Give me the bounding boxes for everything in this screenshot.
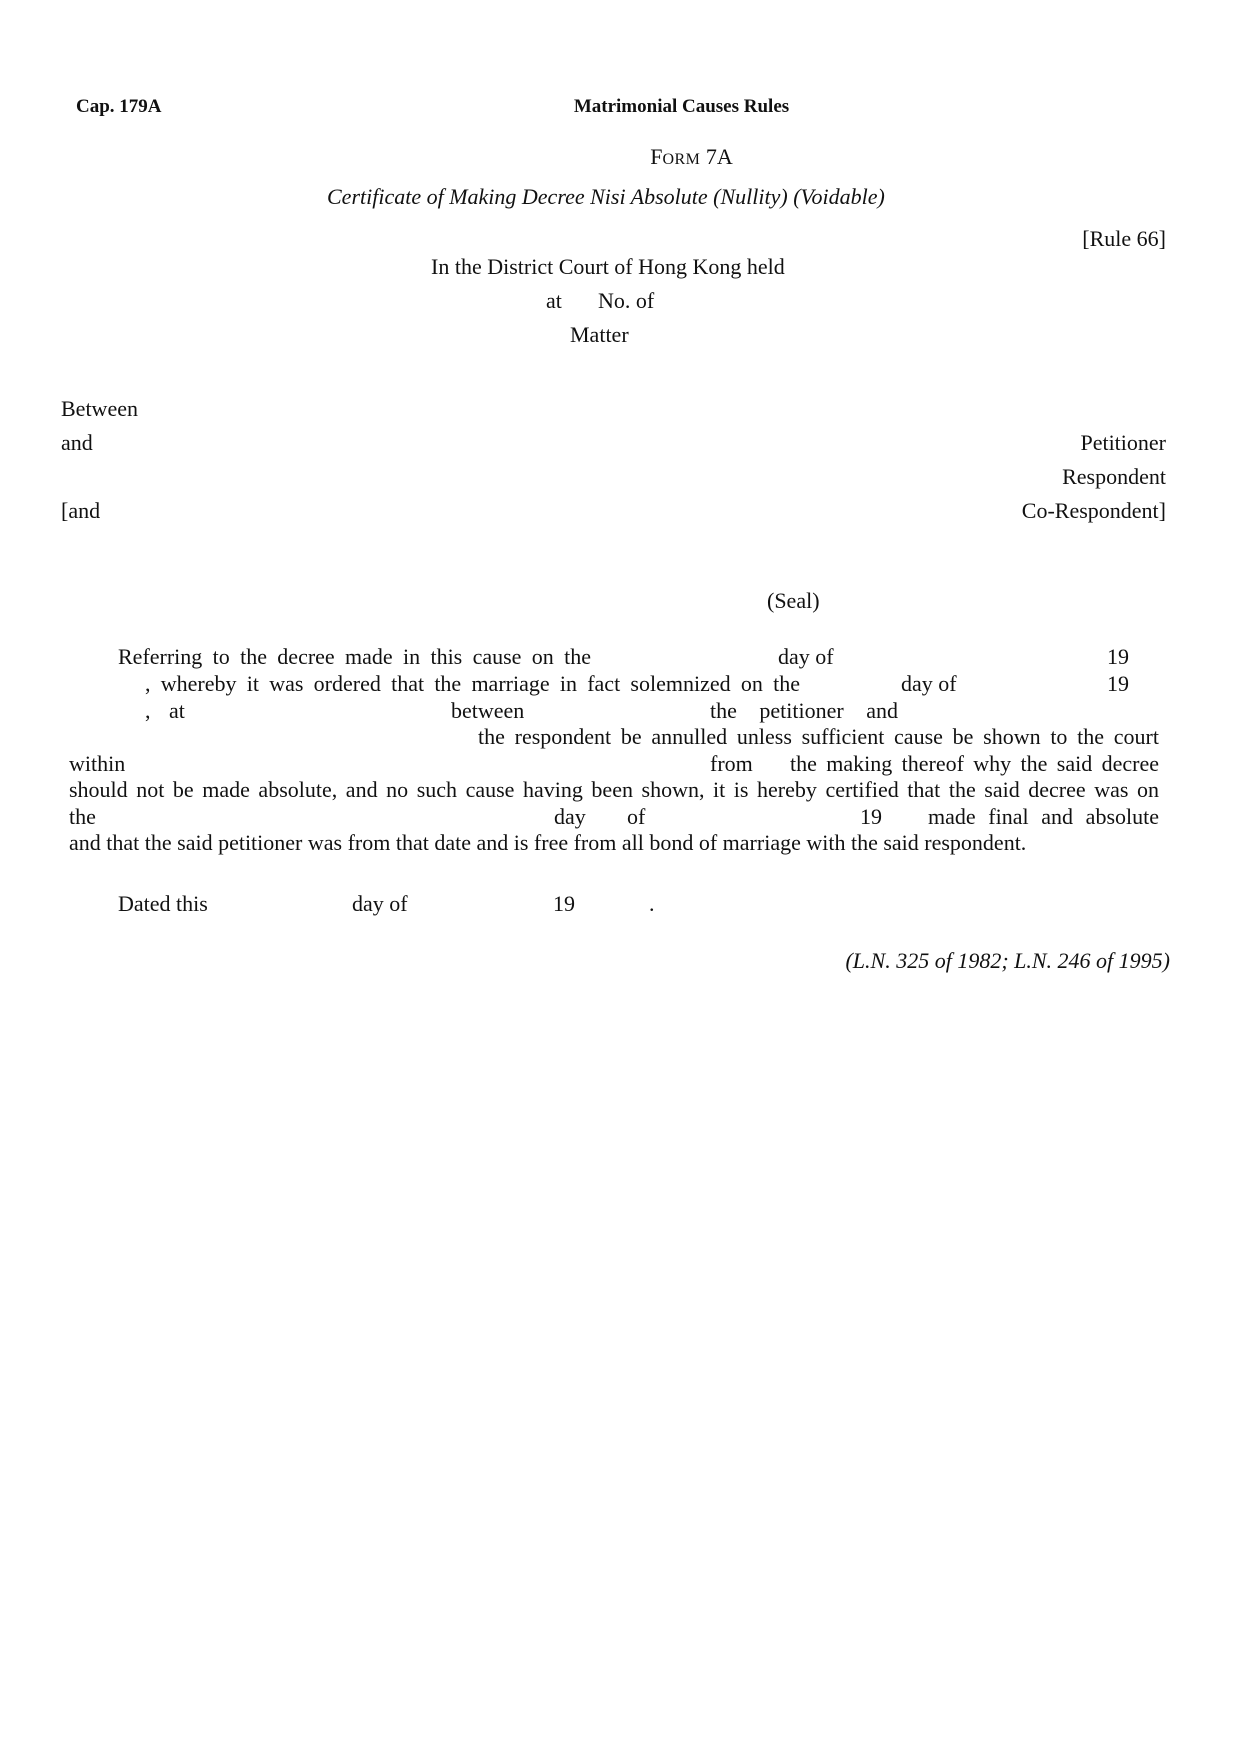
chapter-number: Cap. 179A [76,96,162,117]
co-respondent-label: Co-Respondent] [1021,498,1166,523]
body-line3-at: at [169,698,185,723]
body-line4: the respondent be annulled unless sufficient cause be shown to the court [478,724,1159,749]
form-prefix-initial: F [650,144,663,169]
dated-this-label: Dated this [118,891,208,916]
body-line1-year: 19 [1107,644,1129,669]
body-line7-of: of [627,804,646,829]
form-title: Certificate of Making Decree Nisi Absolute (Nullity) (Voidable) [327,184,885,209]
petitioner-label: Petitioner [1080,430,1166,455]
body-line7-final: made final and absolute [928,804,1159,829]
body-line2-day-of: day of [901,671,957,696]
dated-year: 19 [553,891,575,916]
form-number: 7A [705,144,733,169]
case-number-label: No. of [598,288,655,313]
seal-label: (Seal) [767,588,820,613]
body-line1-day-of: day of [778,644,834,669]
body-line7-day: day [554,804,586,829]
form-prefix-smallcaps: ORM [662,151,701,168]
dated-period: . [649,891,655,916]
body-line2-text: , whereby it was ordered that the marriage in fact solemnized on the [145,671,800,696]
respondent-label: Respondent [1062,464,1166,489]
body-line7-year: 19 [860,804,882,829]
rules-title: Matrimonial Causes Rules [573,96,790,117]
body-line2-year: 19 [1107,671,1129,696]
body-line7-the: the [69,804,96,829]
body-line3-petitioner: the petitioner and [710,698,898,723]
form-heading [0,144,1243,173]
rule-reference: [Rule 66] [1082,226,1166,251]
court-line: In the District Court of Hong Kong held [431,254,785,279]
dated-day-of-label: day of [352,891,408,916]
and-bracket-label: [and [61,498,101,523]
body-line3-between: between [451,698,525,723]
body-line5-rest: the making thereof why the said decree [790,751,1159,776]
body-line5-within: within [69,751,126,776]
body-line3-comma: , [145,698,151,723]
legal-notice-citation: (L.N. 325 of 1982; L.N. 246 of 1995) [845,948,1170,973]
court-at: at [546,288,562,313]
body-line8: and that the said petitioner was from that date and is free from all bond of marriage with the said respondent. [69,830,1027,855]
matter-label: Matter [570,322,629,347]
body-line5-from: from [710,751,753,776]
between-label: Between [61,396,138,421]
body-line6: should not be made absolute, and no such cause having been shown, it is hereby certified that the said decree was on [69,777,1159,802]
body-line1-text: Referring to the decree made in this cause on the [118,644,591,669]
and-label: and [61,430,93,455]
